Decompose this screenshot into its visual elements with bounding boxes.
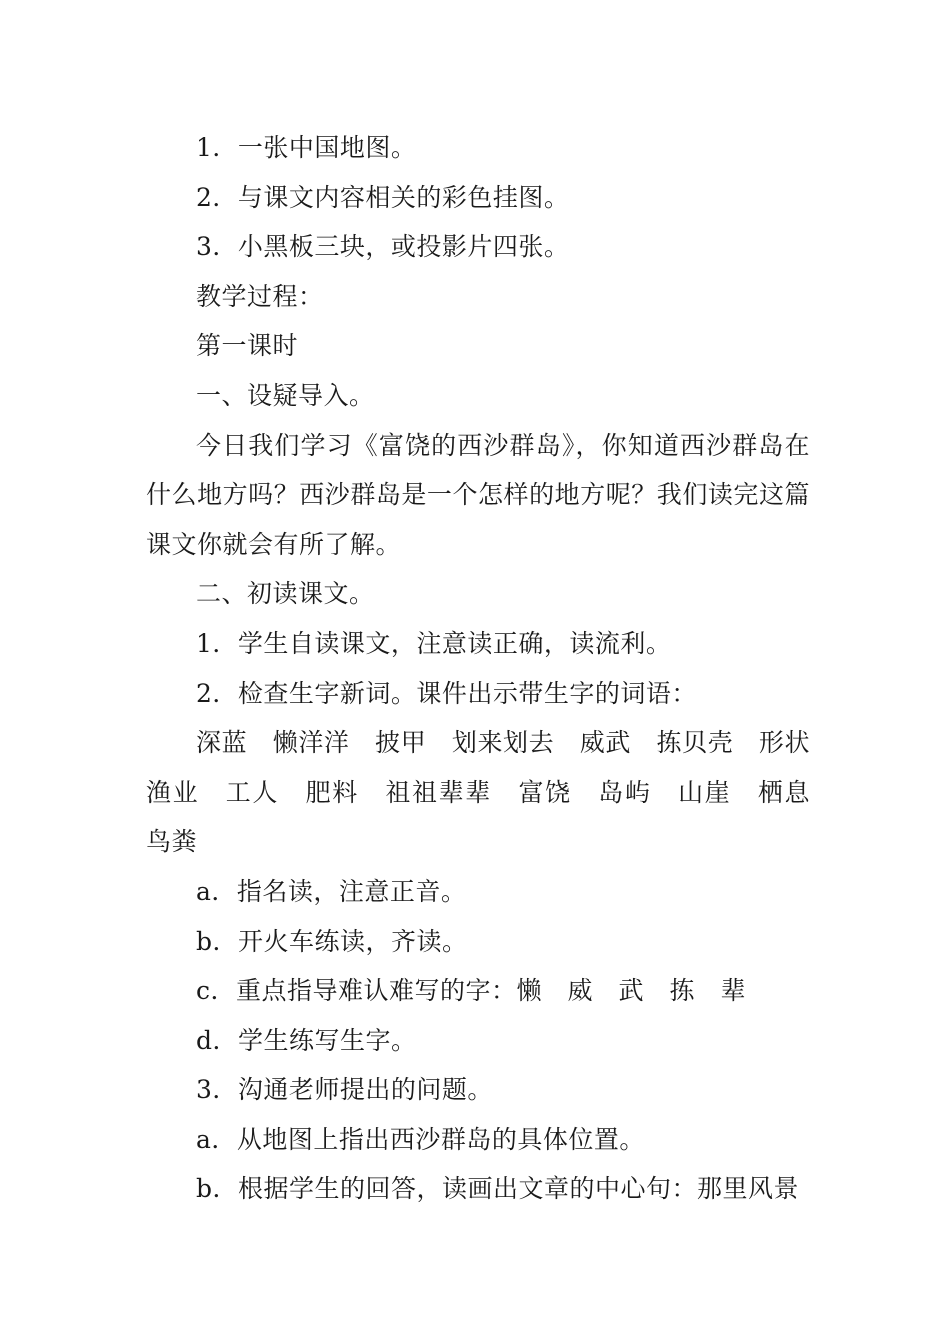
paragraph-material-2: 2．与课文内容相关的彩色挂图。 [196, 182, 570, 212]
section-heading-process: 教学过程： [196, 281, 324, 311]
list-item-a: a．指名读，注意正音。 [196, 876, 467, 906]
step-heading-first-reading: 二、初读课文。 [196, 579, 375, 609]
paragraph-material-1: 1．一张中国地图。 [196, 133, 417, 162]
list-item-b: b．开火车练读，齐读。 [196, 926, 468, 956]
list-item-b-central-sentence: b．根据学生的回答，读画出文章的中心句：那里风景 [196, 1174, 800, 1204]
paragraph-reading-3: 3．沟通老师提出的问题。 [196, 1075, 493, 1105]
paragraph-reading-2: 2．检查生字新词。课件出示带生字的词语： [196, 678, 697, 708]
list-item-a-map: a．从地图上指出西沙群岛的具体位置。 [196, 1124, 645, 1154]
step-heading-introduction: 一、设疑导入。 [196, 380, 375, 410]
paragraph-reading-1: 1．学生自读课文，注意读正确，读流利。 [196, 628, 672, 658]
list-item-c: c．重点指导难认难写的字：懒 威 武 拣 辈 [196, 976, 747, 1006]
section-heading-first-lesson: 第一课时 [196, 331, 299, 361]
document-page [146, 123, 836, 1214]
paragraph-introduction: 今日我们学习《富饶的西沙群岛》，你知道西沙群岛在什么地方吗？西沙群岛是一个怎样的地方呢？我们读完这篇课文你就会有所了解。 [146, 430, 810, 559]
paragraph-material-3: 3．小黑板三块，或投影片四张。 [196, 232, 570, 262]
list-item-d: d．学生练写生字。 [196, 1025, 417, 1055]
paragraph-vocabulary-list: 深蓝 懒洋洋 披甲 划来划去 威武 拣贝壳 形状 渔业 工人 肥料 祖祖辈辈 富饶 岛屿 山崖 栖息 鸟粪 [146, 728, 836, 857]
